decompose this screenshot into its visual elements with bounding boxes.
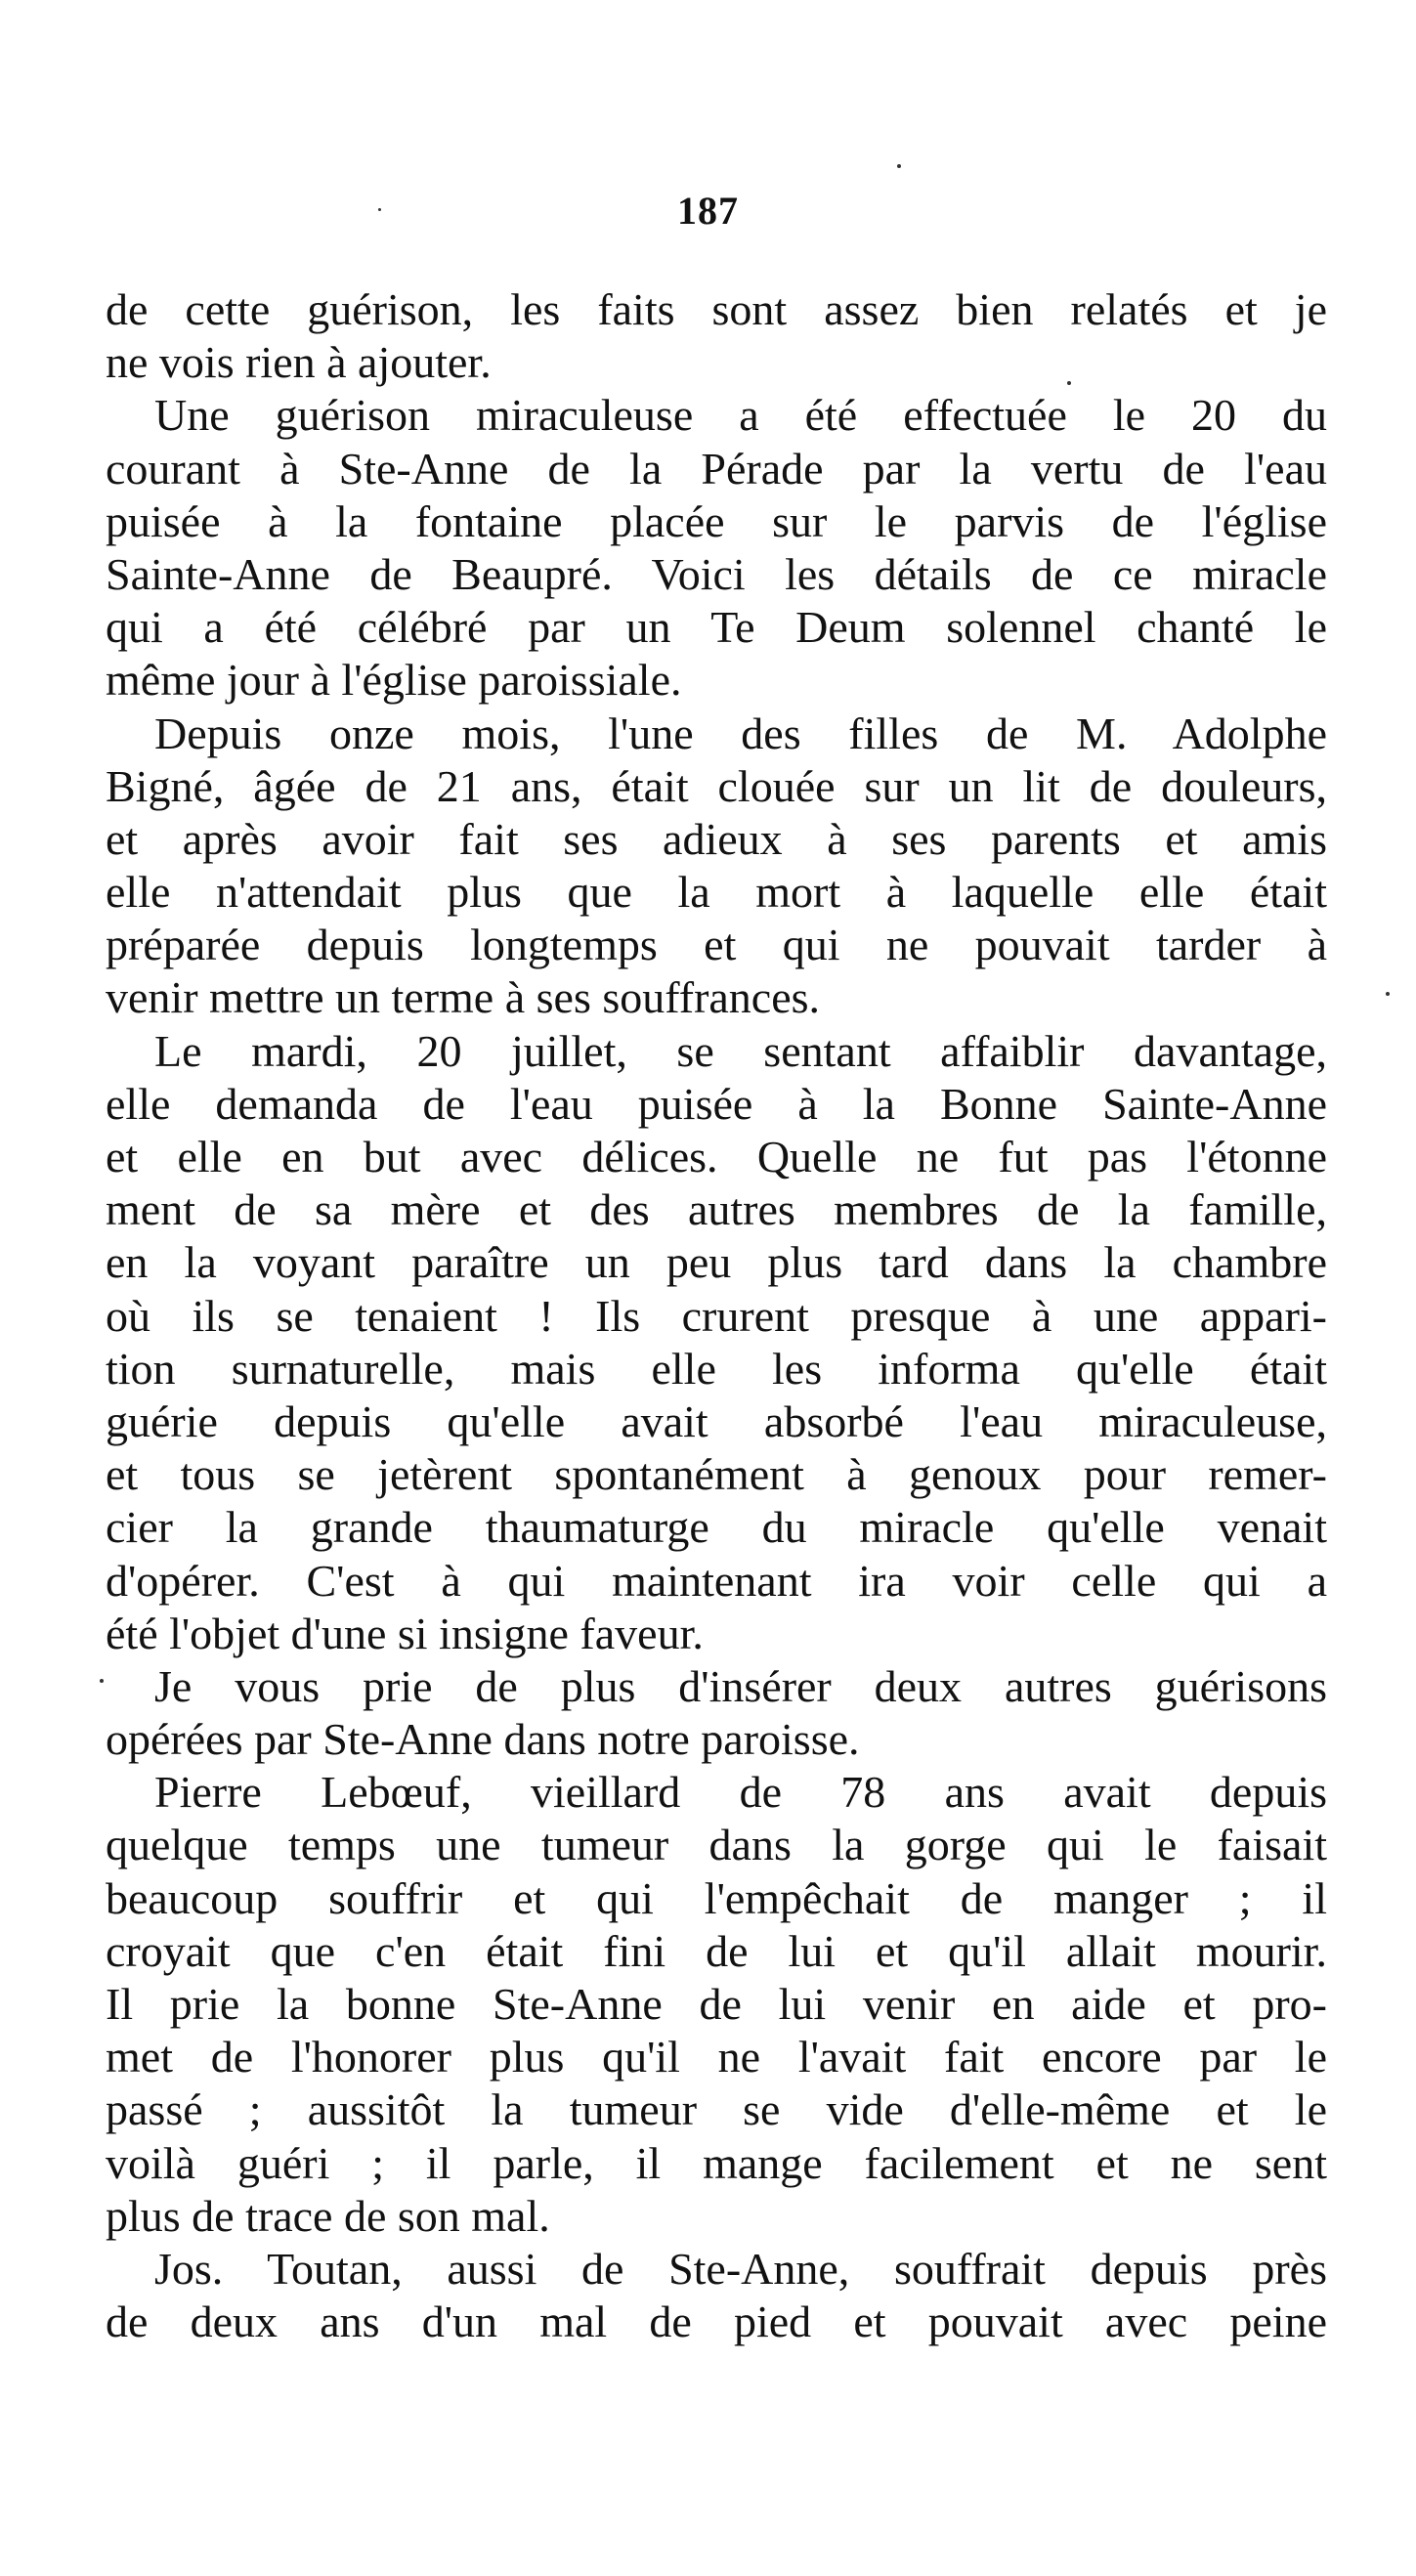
text-line: met de l'honorer plus qu'il ne l'avait fait encore par le (106, 2032, 1327, 2082)
text-line: passé ; aussitôt la tumeur se vide d'elle-même et le (106, 2084, 1327, 2135)
text-line: opérées par Ste-Anne dans notre paroisse. (106, 1714, 860, 1765)
text-line: Il prie la bonne Ste-Anne de lui venir en aide et pro- (106, 1979, 1327, 2029)
text-line: elle demanda de l'eau puisée à la Bonne Sainte-Anne (106, 1078, 1327, 1129)
text-line: ne vois rien à ajouter. (106, 337, 492, 388)
text-line: préparée depuis longtemps et qui ne pouvait tarder à (106, 920, 1327, 970)
text-line: où ils se tenaient ! Ils crurent presque à une appari- (106, 1290, 1327, 1341)
text-line: de cette guérison, les faits sont assez bien relatés et je (106, 284, 1327, 334)
print-speck (897, 164, 901, 168)
print-speck (378, 208, 381, 211)
text-line: voilà guéri ; il parle, il mange facilement et ne sent (106, 2137, 1327, 2188)
text-line: et tous se jetèrent spontanément à genoux pour remer- (106, 1449, 1327, 1500)
text-line: ment de sa mère et des autres membres de la famille, (106, 1184, 1327, 1235)
text-line: croyait que c'en était fini de lui et qu'il allait mourir. (106, 1925, 1327, 1976)
text-line: venir mettre un terme à ses souffrances. (106, 972, 821, 1023)
print-speck (1386, 992, 1390, 996)
text-line: qui a été célébré par un Te Deum solennel chanté le (106, 602, 1327, 653)
text-line: et elle en but avec délices. Quelle ne fut pas l'étonne (106, 1132, 1327, 1181)
text-line: Le mardi, 20 juillet, se sentant affaiblir davantage, (154, 1025, 1327, 1076)
text-line: et après avoir fait ses adieux à ses parents et amis (106, 813, 1327, 864)
text-line: Depuis onze mois, l'une des filles de M. Adolphe (154, 708, 1327, 758)
text-line: d'opérer. C'est à qui maintenant ira voir celle qui a (106, 1555, 1327, 1606)
text-line: beaucoup souffrir et qui l'empêchait de manger ; il (106, 1872, 1327, 1923)
text-line: courant à Ste-Anne de la Pérade par la vertu de l'eau (106, 443, 1327, 494)
text-line: Bigné, âgée de 21 ans, était clouée sur un lit de douleurs, (106, 760, 1327, 811)
text-line: Pierre Lebœuf, vieillard de 78 ans avait depuis (154, 1767, 1327, 1818)
page-number: 187 (677, 189, 739, 233)
text-line: même jour à l'église paroissiale. (106, 655, 682, 706)
text-line: été l'objet d'une si insigne faveur. (106, 1608, 704, 1658)
print-speck (100, 1679, 104, 1683)
text-line: elle n'attendait plus que la mort à laquelle elle était (106, 867, 1327, 918)
text-line: Jos. Toutan, aussi de Ste-Anne, souffrait depuis près (154, 2243, 1327, 2294)
text-line: puisée à la fontaine placée sur le parvis de l'église (106, 495, 1327, 546)
text-line: cier la grande thaumaturge du miracle qu'elle venait (106, 1502, 1327, 1553)
text-line: quelque temps une tumeur dans la gorge qui le faisait (106, 1820, 1327, 1870)
text-line: guérie depuis qu'elle avait absorbé l'eau miraculeuse, (106, 1395, 1327, 1446)
body-text (106, 283, 1327, 2348)
text-line: Une guérison miraculeuse a été effectuée le 20 du (154, 390, 1327, 441)
text-line: plus de trace de son mal. (106, 2190, 550, 2241)
text-line: de deux ans d'un mal de pied et pouvait avec peine (106, 2297, 1327, 2347)
text-line: Sainte-Anne de Beaupré. Voici les détails de ce miracle (106, 548, 1327, 599)
text-line: en la voyant paraître un peu plus tard dans la chambre (106, 1237, 1327, 1288)
text-line: Je vous prie de plus d'insérer deux autres guérisons (154, 1660, 1327, 1711)
text-line: tion surnaturelle, mais elle les informa qu'elle était (106, 1343, 1327, 1394)
